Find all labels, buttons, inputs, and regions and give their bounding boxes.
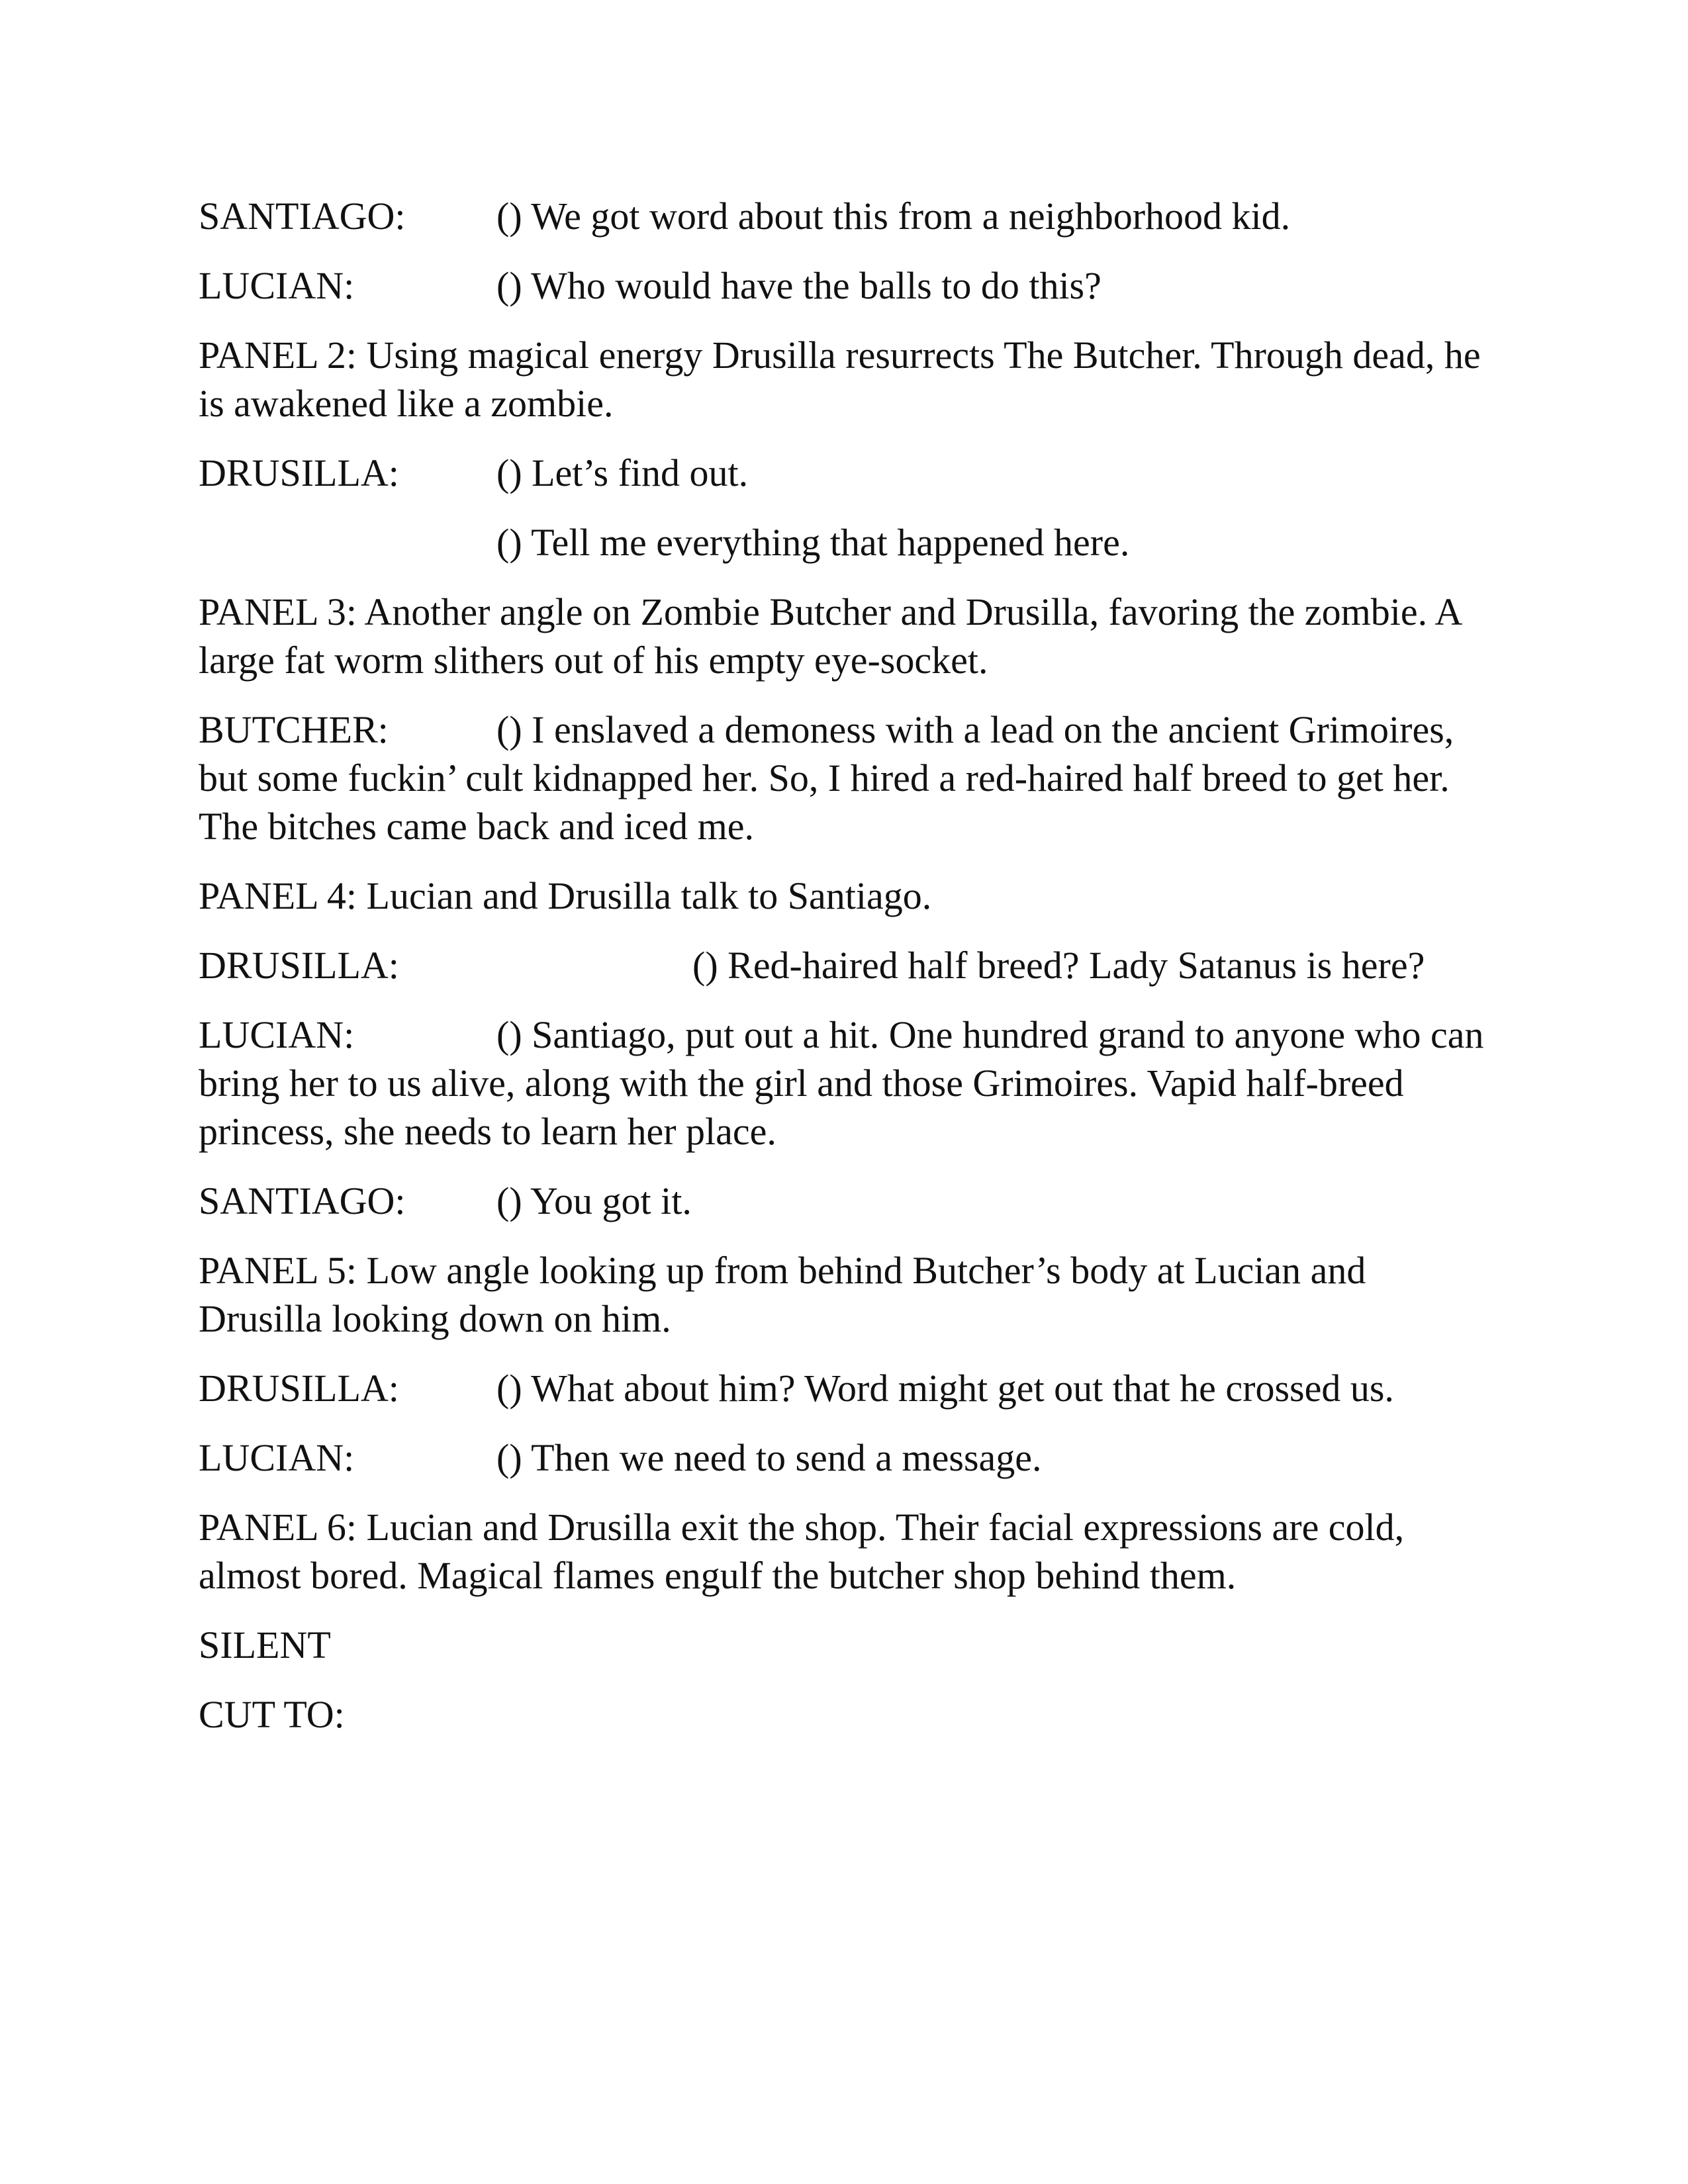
dialogue-line: () I enslaved a demoness with a lead on the ancient Grimoires, but some fuckin’ cult kidnapped her. So, I hired a red-haired half breed to get her. The bitches came back and iced me. bbox=[199, 708, 1454, 848]
speaker-name: DRUSILLA: bbox=[199, 451, 399, 494]
dialogue-line: () Who would have the balls to do this? bbox=[496, 264, 1102, 307]
dialogue-line: () You got it. bbox=[496, 1179, 692, 1222]
dialogue-lucian-1 bbox=[199, 261, 1489, 310]
panel-5-description: PANEL 5: Low angle looking up from behind Butcher’s body at Lucian and Drusilla looking down on him. bbox=[199, 1249, 1366, 1340]
script-page bbox=[199, 192, 1489, 1760]
speaker-name: DRUSILLA: bbox=[199, 944, 399, 987]
dialogue-drusilla-1 bbox=[199, 449, 1489, 497]
speaker-name: SANTIAGO: bbox=[199, 1179, 406, 1222]
dialogue-line: () Then we need to send a message. bbox=[496, 1436, 1042, 1479]
dialogue-santiago-2 bbox=[199, 1177, 1489, 1225]
panel-6-description: PANEL 6: Lucian and Drusilla exit the shop. Their facial expressions are cold, almost bored. Magical flames engulf the butcher shop behind them. bbox=[199, 1506, 1405, 1597]
dialogue-lucian-2 bbox=[199, 1011, 1489, 1156]
panel-2-description: PANEL 2: Using magical energy Drusilla resurrects The Butcher. Through dead, he is awakened like a zombie. bbox=[199, 334, 1481, 425]
dialogue-line: () Let’s find out. bbox=[496, 451, 749, 494]
speaker-name: BUTCHER: bbox=[199, 708, 389, 751]
dialogue-line: () Red-haired half breed? Lady Satanus is here? bbox=[692, 944, 1425, 987]
dialogue-line: () We got word about this from a neighborhood kid. bbox=[496, 195, 1291, 238]
speaker-name: SANTIAGO: bbox=[199, 195, 406, 238]
cut-to-transition: CUT TO: bbox=[199, 1693, 345, 1736]
dialogue-line: () Tell me everything that happened here. bbox=[496, 521, 1130, 564]
dialogue-line: () What about him? Word might get out that he crossed us. bbox=[496, 1367, 1394, 1410]
dialogue-drusilla-2 bbox=[199, 518, 1489, 567]
speaker-name: LUCIAN: bbox=[199, 1436, 355, 1479]
dialogue-drusilla-3 bbox=[199, 941, 1489, 989]
silent-note: SILENT bbox=[199, 1623, 331, 1666]
panel-4-description: PANEL 4: Lucian and Drusilla talk to Santiago. bbox=[199, 874, 932, 917]
dialogue-butcher-1 bbox=[199, 705, 1489, 850]
dialogue-line: () Santiago, put out a hit. One hundred grand to anyone who can bring her to us alive, along with the girl and those Grimoires. Vapid half-breed princess, she needs to learn her place. bbox=[199, 1013, 1484, 1153]
panel-3-description: PANEL 3: Another angle on Zombie Butcher and Drusilla, favoring the zombie. A large fat worm slithers out of his empty eye-socket. bbox=[199, 590, 1461, 682]
dialogue-santiago-1 bbox=[199, 192, 1489, 240]
speaker-name: DRUSILLA: bbox=[199, 1367, 399, 1410]
speaker-name: LUCIAN: bbox=[199, 1013, 355, 1056]
dialogue-lucian-3 bbox=[199, 1433, 1489, 1482]
dialogue-drusilla-4 bbox=[199, 1364, 1489, 1412]
speaker-name: LUCIAN: bbox=[199, 264, 355, 307]
